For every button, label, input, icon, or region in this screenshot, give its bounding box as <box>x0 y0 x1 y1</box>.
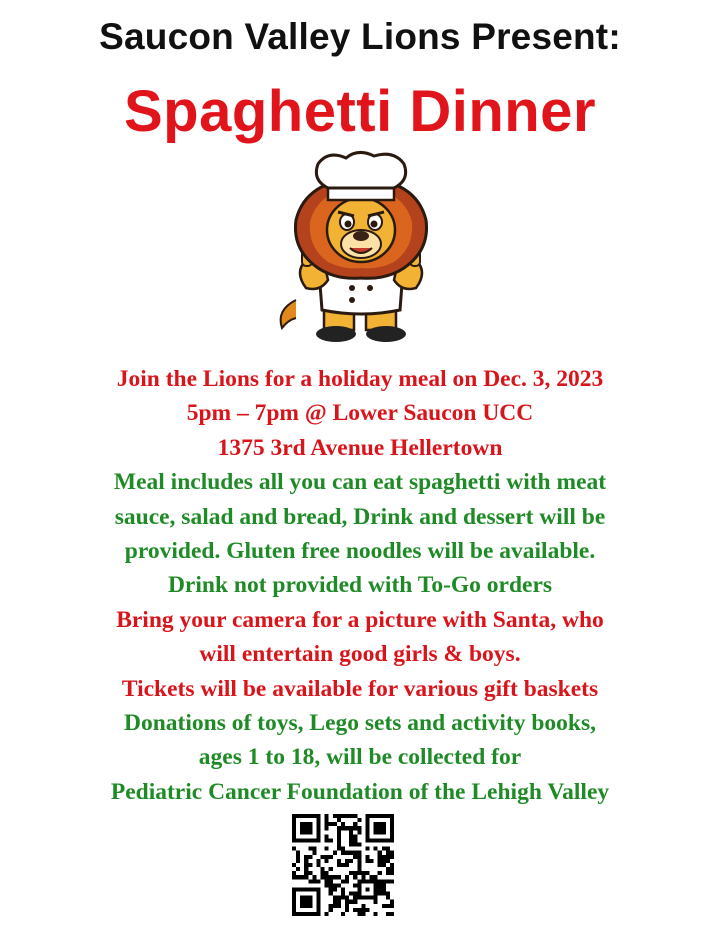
detail-line: ages 1 to 18, will be collected for <box>198 744 522 771</box>
event-title: Spaghetti Dinner <box>123 79 597 144</box>
detail-line: Donations of toys, Lego sets and activity books, <box>124 710 596 737</box>
lion-chef-mascot-icon <box>266 150 456 346</box>
detail-line: Pediatric Cancer Foundation of the Lehigh Valley <box>110 778 610 805</box>
detail-line: sauce, salad and bread, Drink and dessert will be <box>114 503 606 530</box>
detail-line: 5pm – 7pm @ Lower Saucon UCC <box>186 400 534 427</box>
detail-line: Join the Lions for a holiday meal on Dec. 3, 2023 <box>116 366 604 392</box>
presenter-heading: Saucon Valley Lions Present: <box>99 16 621 57</box>
event-details <box>0 362 720 809</box>
detail-line: provided. Gluten free noodles will be available. <box>124 538 596 565</box>
detail-line: 1375 3rd Avenue Hellertown <box>217 434 503 461</box>
qr-code-icon[interactable] <box>292 814 394 916</box>
detail-line: Bring your camera for a picture with Santa, who <box>116 606 604 633</box>
detail-line: Meal includes all you can eat spaghetti with meat <box>113 469 607 496</box>
detail-line: will entertain good girls & boys. <box>199 641 521 668</box>
detail-line: Tickets will be available for various gift baskets <box>121 675 599 702</box>
detail-line: Drink not provided with To-Go orders <box>167 572 553 599</box>
